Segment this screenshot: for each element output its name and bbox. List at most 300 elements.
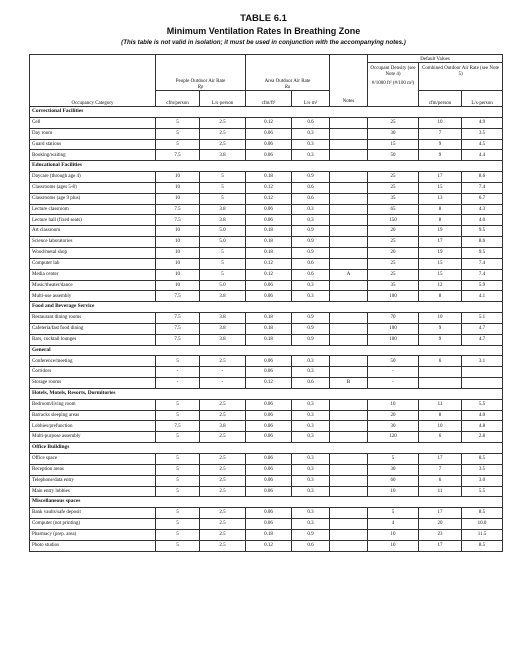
value-cell: 50 [368, 356, 419, 367]
value-cell: B [330, 378, 368, 389]
value-cell: 0.06 [246, 508, 292, 519]
value-cell: 0.3 [292, 280, 330, 291]
value-cell: 17 [419, 172, 462, 183]
value-cell: 0.06 [246, 464, 292, 475]
value-cell: 5.0 [200, 237, 246, 248]
value-cell: 2.8 [462, 432, 503, 443]
value-cell: 2.5 [200, 128, 246, 139]
value-cell: 65 [368, 204, 419, 215]
value-cell: 0.3 [292, 215, 330, 226]
value-cell: 35 [368, 280, 419, 291]
occupancy-name-cell: Telephone/data entry [30, 475, 156, 486]
value-cell: 2.5 [200, 432, 246, 443]
area-rate-header [246, 55, 330, 91]
value-cell [419, 378, 462, 389]
value-cell: 8 [419, 410, 462, 421]
table-title: Minimum Ventilation Rates In Breathing Zone [166, 26, 361, 36]
value-cell [330, 313, 368, 324]
value-cell: 5 [156, 139, 200, 150]
value-cell: 7 [419, 464, 462, 475]
value-cell: 2.5 [200, 529, 246, 540]
value-cell: 0.9 [292, 529, 330, 540]
occupancy-name-cell: Day room [30, 128, 156, 139]
value-cell: 10 [156, 237, 200, 248]
value-cell: 0.06 [246, 399, 292, 410]
value-cell: 5 [368, 508, 419, 519]
value-cell: 0.06 [246, 475, 292, 486]
value-cell: 2.5 [200, 540, 246, 551]
value-cell [330, 215, 368, 226]
value-cell: 35 [368, 193, 419, 204]
value-cell: 0.06 [246, 486, 292, 497]
table-row [30, 421, 503, 432]
table-row [30, 464, 503, 475]
value-cell: 5 [156, 117, 200, 128]
occupancy-name-cell: Media center [30, 269, 156, 280]
value-cell: 8.5 [462, 540, 503, 551]
value-cell: 9.5 [462, 247, 503, 258]
value-cell: 15 [419, 269, 462, 280]
value-cell: 20 [368, 410, 419, 421]
value-cell [330, 237, 368, 248]
value-cell: 0.3 [292, 519, 330, 530]
value-cell: 3.5 [462, 128, 503, 139]
value-cell: - [368, 378, 419, 389]
value-cell: 7.5 [156, 323, 200, 334]
table-row [30, 475, 503, 486]
value-cell [330, 247, 368, 258]
value-cell: 0.3 [292, 464, 330, 475]
ventilation-rates-table [29, 54, 503, 552]
value-cell: 5.0 [200, 280, 246, 291]
value-cell: 4.3 [462, 204, 503, 215]
value-cell: 7.4 [462, 269, 503, 280]
value-cell: 10 [156, 269, 200, 280]
value-cell: 2.5 [200, 399, 246, 410]
value-cell: 5 [156, 486, 200, 497]
value-cell: 0.12 [246, 182, 292, 193]
value-cell: 5 [200, 247, 246, 258]
table-row [30, 215, 503, 226]
value-cell: 5 [156, 475, 200, 486]
value-cell: 0.6 [292, 258, 330, 269]
value-cell: 5 [156, 399, 200, 410]
value-cell: 25 [368, 237, 419, 248]
occupancy-category-header: Occupancy Category [30, 55, 156, 107]
value-cell: 2.5 [200, 486, 246, 497]
default-values-header: Default Values [368, 55, 503, 63]
area-rate-label: Area Outdoor Air Rate [264, 79, 311, 84]
value-cell: 9 [419, 334, 462, 345]
value-cell [330, 172, 368, 183]
category-row [30, 107, 503, 118]
people-rate-header [156, 55, 246, 91]
table-row [30, 486, 503, 497]
table-row [30, 204, 503, 215]
value-cell: 4.7 [462, 323, 503, 334]
value-cell [330, 508, 368, 519]
occupancy-name-cell: Wood/metal shop [30, 247, 156, 258]
table-row [30, 432, 503, 443]
table-row [30, 237, 503, 248]
value-cell: 7.5 [156, 204, 200, 215]
value-cell [330, 291, 368, 302]
value-cell: 10 [368, 540, 419, 551]
value-cell: 10 [368, 486, 419, 497]
value-cell: 6 [419, 432, 462, 443]
value-cell: 0.6 [292, 193, 330, 204]
value-cell: 0.06 [246, 367, 292, 378]
people-ls-unit: L/s·person [200, 91, 246, 107]
value-cell: - [156, 367, 200, 378]
occupancy-name-cell: Photo studios [30, 540, 156, 551]
value-cell: 0.18 [246, 247, 292, 258]
value-cell [330, 421, 368, 432]
value-cell [330, 323, 368, 334]
value-cell: 0.3 [292, 410, 330, 421]
table-row [30, 410, 503, 421]
category-label: Correctional Facilities [30, 107, 503, 118]
value-cell: 10 [156, 280, 200, 291]
value-cell: 5 [200, 258, 246, 269]
occupancy-name-cell: Pharmacy (prep. area) [30, 529, 156, 540]
value-cell: 9 [419, 323, 462, 334]
value-cell: 13 [419, 193, 462, 204]
value-cell: 10 [368, 399, 419, 410]
value-cell: 0.3 [292, 486, 330, 497]
occupancy-name-cell: Lecture classroom [30, 204, 156, 215]
value-cell: 17 [419, 237, 462, 248]
value-cell: 0.3 [292, 508, 330, 519]
value-cell: 0.06 [246, 291, 292, 302]
value-cell: 15 [368, 139, 419, 150]
category-row [30, 388, 503, 399]
occupancy-name-cell: Music/theater/dance [30, 280, 156, 291]
value-cell: 4.0 [462, 410, 503, 421]
value-cell: 0.6 [292, 182, 330, 193]
value-cell: 8 [419, 215, 462, 226]
value-cell [330, 356, 368, 367]
table-row [30, 128, 503, 139]
value-cell: 0.12 [246, 117, 292, 128]
value-cell: 10 [156, 226, 200, 237]
value-cell: 5 [156, 454, 200, 465]
value-cell [419, 367, 462, 378]
value-cell [330, 204, 368, 215]
value-cell: 7.5 [156, 313, 200, 324]
value-cell: 0.3 [292, 454, 330, 465]
value-cell: 30 [368, 128, 419, 139]
value-cell: 3.8 [200, 421, 246, 432]
value-cell: 0.06 [246, 150, 292, 161]
value-cell: 0.9 [292, 323, 330, 334]
value-cell: 0.9 [292, 334, 330, 345]
value-cell: 2.5 [200, 117, 246, 128]
table-row [30, 117, 503, 128]
category-label: Miscellaneous spaces [30, 497, 503, 508]
value-cell: 17 [419, 508, 462, 519]
value-cell: 0.06 [246, 280, 292, 291]
value-cell: 0.12 [246, 269, 292, 280]
table-row [30, 247, 503, 258]
value-cell: 0.06 [246, 519, 292, 530]
value-cell: 7.5 [156, 291, 200, 302]
value-cell: 10.0 [462, 519, 503, 530]
value-cell [330, 258, 368, 269]
value-cell: 0.06 [246, 421, 292, 432]
value-cell: 0.3 [292, 150, 330, 161]
value-cell: 30 [368, 421, 419, 432]
combined-cfm-unit: cfm/person [419, 91, 462, 107]
table-row [30, 291, 503, 302]
occupancy-name-cell: Computer lab [30, 258, 156, 269]
value-cell: 0.06 [246, 454, 292, 465]
table-row [30, 454, 503, 465]
occupancy-name-cell: Classrooms (ages 5-8) [30, 182, 156, 193]
value-cell [330, 226, 368, 237]
table-row [30, 280, 503, 291]
table-number: TABLE 6.1 [240, 13, 287, 24]
value-cell: 7 [419, 128, 462, 139]
value-cell: 0.3 [292, 128, 330, 139]
occupancy-name-cell: Multi-use assembly [30, 291, 156, 302]
value-cell: 10 [419, 421, 462, 432]
value-cell: 7.5 [156, 334, 200, 345]
table-row [30, 367, 503, 378]
value-cell: 5 [156, 464, 200, 475]
value-cell: 7.5 [156, 215, 200, 226]
occupancy-name-cell: Lecture hall (fixed seats) [30, 215, 156, 226]
value-cell: 4.9 [462, 117, 503, 128]
value-cell: 3.8 [200, 215, 246, 226]
table-row [30, 323, 503, 334]
occupancy-name-cell: Cafeteria/fast food dining [30, 323, 156, 334]
category-label: General [30, 345, 503, 356]
category-row [30, 345, 503, 356]
value-cell [330, 128, 368, 139]
value-cell: 5.1 [462, 313, 503, 324]
value-cell: 4 [368, 519, 419, 530]
table-row [30, 150, 503, 161]
category-row [30, 497, 503, 508]
value-cell: 0.3 [292, 475, 330, 486]
value-cell: 0.18 [246, 334, 292, 345]
value-cell: 50 [368, 150, 419, 161]
value-cell: 3.8 [200, 291, 246, 302]
value-cell: 0.3 [292, 421, 330, 432]
value-cell: 0.18 [246, 226, 292, 237]
table-row [30, 258, 503, 269]
combined-rate-header: Combined Outdoor Air Rate (see Note 5) [419, 63, 503, 91]
area-ls-unit: L/s·m² [292, 91, 330, 107]
value-cell: 2.5 [200, 139, 246, 150]
value-cell: 10 [419, 313, 462, 324]
value-cell: 0.12 [246, 193, 292, 204]
value-cell: - [200, 378, 246, 389]
table-row [30, 172, 503, 183]
value-cell: 9 [419, 139, 462, 150]
value-cell: 3.1 [462, 356, 503, 367]
value-cell: 7.4 [462, 258, 503, 269]
value-cell: 8.6 [462, 237, 503, 248]
value-cell [330, 150, 368, 161]
value-cell: 100 [368, 323, 419, 334]
value-cell: 25 [368, 117, 419, 128]
table-row [30, 139, 503, 150]
value-cell: 25 [368, 258, 419, 269]
value-cell: 4.8 [462, 421, 503, 432]
table-caveat: (This table is not valid in isolation; it must be used in conjunction with the accompanying notes.) [121, 39, 406, 46]
value-cell: 11.5 [462, 529, 503, 540]
table-row [30, 519, 503, 530]
category-row [30, 161, 503, 172]
value-cell: 10 [156, 193, 200, 204]
table-row [30, 334, 503, 345]
table-row [30, 313, 503, 324]
value-cell: 5 [156, 529, 200, 540]
occupancy-name-cell: Science laboratories [30, 237, 156, 248]
value-cell: 0.9 [292, 247, 330, 258]
value-cell: 0.3 [292, 367, 330, 378]
value-cell: 10 [156, 247, 200, 258]
value-cell: 0.06 [246, 204, 292, 215]
value-cell: 4.1 [462, 291, 503, 302]
occupancy-name-cell: Booking/waiting [30, 150, 156, 161]
table-row [30, 399, 503, 410]
value-cell: 0.06 [246, 356, 292, 367]
occupancy-name-cell: Guard stations [30, 139, 156, 150]
value-cell [462, 378, 503, 389]
occupancy-name-cell: Bedroom/living room [30, 399, 156, 410]
table-row [30, 508, 503, 519]
value-cell: 20 [368, 247, 419, 258]
value-cell [330, 139, 368, 150]
value-cell: 25 [368, 182, 419, 193]
category-label: Office Buildings [30, 443, 503, 454]
value-cell: 0.3 [292, 204, 330, 215]
value-cell: 0.12 [246, 378, 292, 389]
value-cell: 150 [368, 215, 419, 226]
value-cell: 0.06 [246, 410, 292, 421]
value-cell: 2.5 [200, 464, 246, 475]
people-rate-symbol: Rp [197, 84, 204, 90]
occupancy-name-cell: Classrooms (age 9 plus) [30, 193, 156, 204]
value-cell: 5 [368, 454, 419, 465]
table-row [30, 226, 503, 237]
value-cell [330, 519, 368, 530]
value-cell: 10 [156, 258, 200, 269]
value-cell: 5 [200, 172, 246, 183]
value-cell: 17 [419, 454, 462, 465]
value-cell: 5 [156, 432, 200, 443]
value-cell: 0.3 [292, 291, 330, 302]
value-cell: 0.18 [246, 323, 292, 334]
occupancy-name-cell: Barracks sleeping areas [30, 410, 156, 421]
value-cell: 2.5 [200, 475, 246, 486]
value-cell: 8.5 [462, 454, 503, 465]
value-cell: 11 [419, 486, 462, 497]
table-row [30, 356, 503, 367]
value-cell: 0.3 [292, 139, 330, 150]
value-cell: 0.12 [246, 258, 292, 269]
density-label: Occupant Density (see Note 4) [370, 66, 416, 77]
value-cell: 5 [156, 410, 200, 421]
occupancy-name-cell: Main entry lobbies [30, 486, 156, 497]
value-cell: 0.18 [246, 172, 292, 183]
occupancy-name-cell: Computer (not printing) [30, 519, 156, 530]
value-cell: 0.3 [292, 356, 330, 367]
value-cell: 0.06 [246, 215, 292, 226]
value-cell: 4.4 [462, 150, 503, 161]
category-label: Hotels, Motels, Resorts, Dormitories [30, 388, 503, 399]
value-cell: 0.06 [246, 432, 292, 443]
value-cell [330, 432, 368, 443]
category-row [30, 443, 503, 454]
value-cell: 3.0 [462, 475, 503, 486]
value-cell: 0.06 [246, 139, 292, 150]
value-cell: 20 [419, 519, 462, 530]
value-cell: 70 [368, 313, 419, 324]
value-cell: 25 [368, 172, 419, 183]
category-label: Food and Beverage Service [30, 302, 503, 313]
value-cell: - [156, 378, 200, 389]
value-cell: 5 [156, 128, 200, 139]
value-cell: 6 [419, 475, 462, 486]
table-row [30, 529, 503, 540]
value-cell: 0.9 [292, 237, 330, 248]
value-cell: 5 [200, 182, 246, 193]
occupancy-name-cell: Storage rooms [30, 378, 156, 389]
value-cell: 4.7 [462, 334, 503, 345]
value-cell: 5 [156, 519, 200, 530]
value-cell: 7.5 [156, 150, 200, 161]
value-cell: 3.8 [200, 313, 246, 324]
value-cell: 2.5 [200, 508, 246, 519]
value-cell: 6.7 [462, 193, 503, 204]
table-row [30, 378, 503, 389]
occupancy-name-cell: Restaurant dining rooms [30, 313, 156, 324]
value-cell: 0.06 [246, 128, 292, 139]
value-cell: 60 [368, 475, 419, 486]
value-cell: - [200, 367, 246, 378]
value-cell: 11 [419, 399, 462, 410]
occupancy-name-cell: Office space [30, 454, 156, 465]
value-cell: 100 [368, 334, 419, 345]
value-cell: 4.0 [462, 215, 503, 226]
value-cell: 0.3 [292, 432, 330, 443]
value-cell: 3.5 [462, 464, 503, 475]
value-cell: 15 [419, 182, 462, 193]
density-units: #/1000 ft² (#/100 m²) [371, 81, 415, 86]
value-cell: 4.5 [462, 139, 503, 150]
value-cell: 30 [368, 464, 419, 475]
value-cell: 10 [419, 117, 462, 128]
value-cell: 8 [419, 291, 462, 302]
value-cell: 0.6 [292, 540, 330, 551]
value-cell: 3.8 [200, 150, 246, 161]
value-cell [330, 334, 368, 345]
value-cell: 23 [419, 529, 462, 540]
value-cell [330, 475, 368, 486]
value-cell: 0.18 [246, 529, 292, 540]
value-cell: 0.9 [292, 226, 330, 237]
category-label: Educational Facilities [30, 161, 503, 172]
value-cell: 0.12 [246, 540, 292, 551]
value-cell: 6 [419, 356, 462, 367]
value-cell: 2.5 [200, 454, 246, 465]
value-cell: 2.5 [200, 356, 246, 367]
value-cell [330, 529, 368, 540]
